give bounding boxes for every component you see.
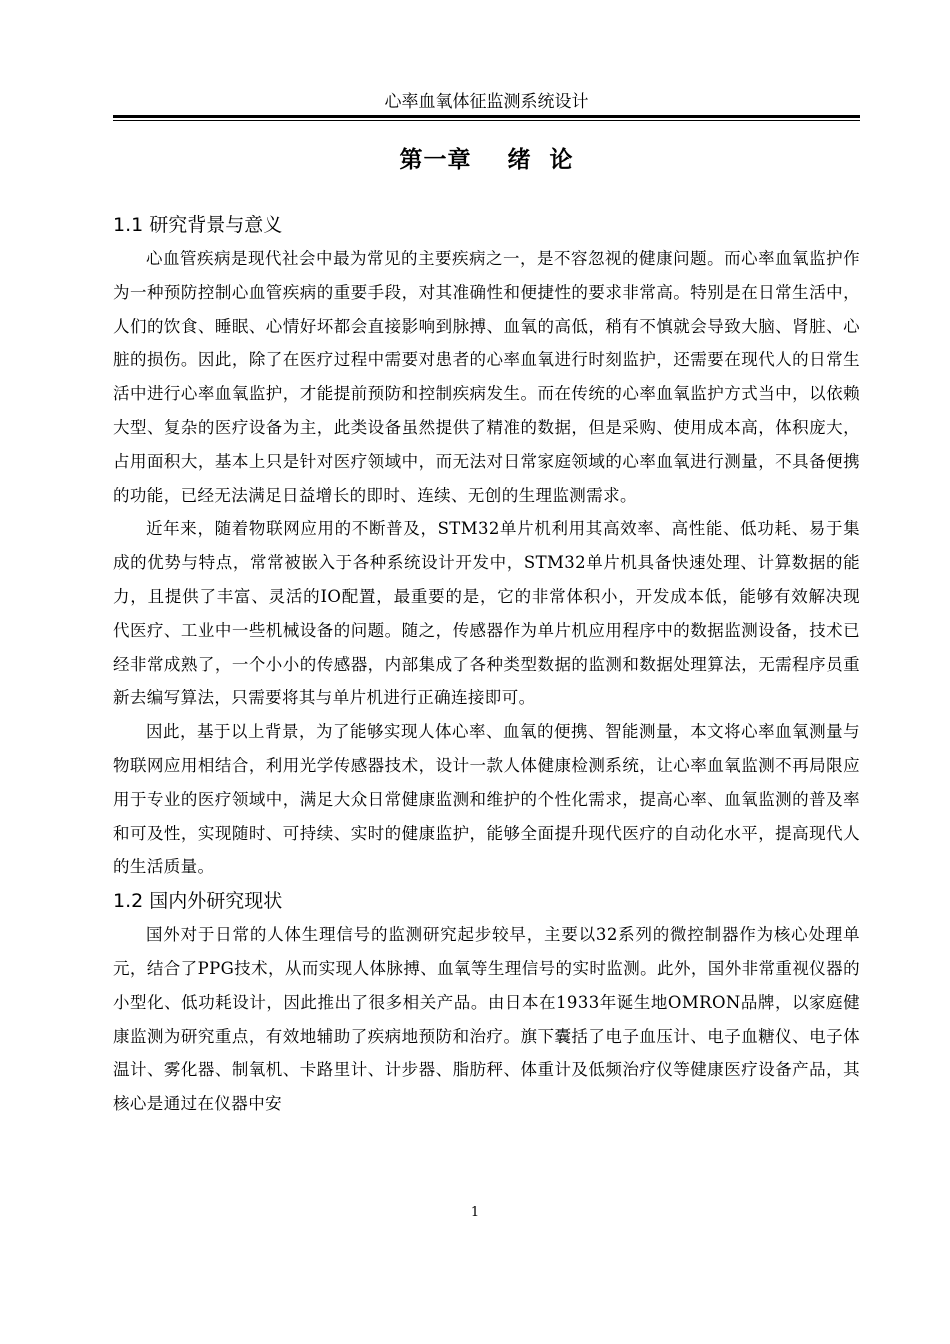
paragraph: 国外对于日常的人体生理信号的监测研究起步较早，主要以32系列的微控制器作为核心处理单元，结合了PPG技术，从而实现人体脉搏、血氧等生理信号的实时监测。此外，国外非常重视仪器的小型化、低功耗设计，因此推出了很多相关产品。由日本在1933年诞生地OMRON品牌，以家庭健康监测为研究重点，有效地辅助了疾病地预防和治疗。旗下囊括了电子血压计、电子血糖仪、电子体温计、雾化器、制氧机、卡路里计、计步器、脂肪秤、体重计及低频治疗仪等健康医疗设备产品，其核心是通过在仪器中安 (113, 925, 860, 1114)
section-heading-1-1: 1.1 研究背景与意义 (113, 214, 283, 236)
section-heading-1-2: 1.2 国内外研究现状 (113, 890, 283, 913)
page-number: 1 (470, 1205, 480, 1220)
header-rule-thick (113, 115, 860, 118)
paragraph: 心血管疾病是现代社会中最为常见的主要疾病之一，是不容忽视的健康问题。而心率血氧监护作为一种预防控制心血管疾病的重要手段，对其准确性和便捷性的要求非常高。特别是在日常生活中，人们的饮食、睡眠、心情好坏都会直接影响到脉搏、血氧的高低，稍有不慎就会导致大脑、肾脏、心脏的损伤。因此，除了在医疗过程中需要对患者的心率血氧进行时刻监护，还需要在现代人的日常生活中进行心率血氧监护，才能提前预防和控制疾病发生。而在传统的心率血氧监护方式当中，以依赖大型、复杂的医疗设备为主，此类设备虽然提供了精准的数据，但是采购、使用成本高，体积庞大，占用面积大，基本上只是针对医疗领域中，而无法对日常家庭领域的心率血氧进行测量，不具备便携的功能，已经无法满足日益增长的即时、连续、无创的生理监测需求。 (113, 249, 860, 505)
paragraph: 因此，基于以上背景，为了能够实现人体心率、血氧的便携、智能测量，本文将心率血氧测量与物联网应用相结合，利用光学传感器技术，设计一款人体健康检测系统，让心率血氧监测不再局限应用于专业的医疗领域中，满足大众日常健康监测和维护的个性化需求，提高心率、血氧监测的普及率和可及性，实现随时、可持续、实时的健康监护，能够全面提升现代医疗的自动化水平，提高现代人的生活质量。 (113, 722, 860, 877)
paragraph: 近年来，随着物联网应用的不断普及，STM32单片机利用其高效率、高性能、低功耗、易于集成的优势与特点，常常被嵌入于各种系统设计开发中，STM32单片机具备快速处理、计算数据的能力，且提供了丰富、灵活的IO配置，最重要的是，它的非常体积小，开发成本低，能够有效解决现代医疗、工业中一些机械设备的问题。随之，传感器作为单片机应用程序中的数据监测设备，技术已经非常成熟了，一个小小的传感器，内部集成了各种类型数据的监测和数据处理算法，无需程序员重新去编写算法，只需要将其与单片机进行正确连接即可。 (113, 519, 860, 708)
chapter-title: 第一章 绪 论 (399, 147, 574, 173)
page-content (113, 140, 860, 1121)
running-header: 心率血氧体征监测系统设计 (384, 92, 589, 112)
header-rule-thin (113, 120, 860, 121)
